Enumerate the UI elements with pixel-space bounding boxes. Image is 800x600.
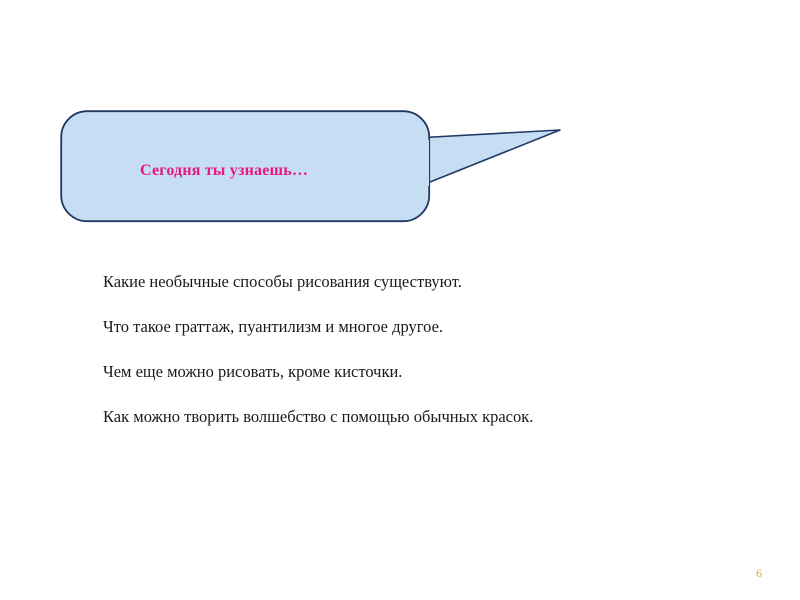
speech-bubble-callout [60,110,565,225]
body-line-3: Чем еще можно рисовать, кроме кисточки. [103,362,403,381]
body-text-block [103,272,743,427]
body-line-1: Какие необычные способы рисования существуют. [103,272,462,291]
page-number: 6 [756,566,762,580]
body-line-2: Что такое граттаж, пуантилизм и многое другое. [103,317,444,336]
body-line-4: Как можно творить волшебство с помощью обычных красок. [103,407,534,426]
callout-text: Сегодня ты узнаешь… [140,162,309,179]
